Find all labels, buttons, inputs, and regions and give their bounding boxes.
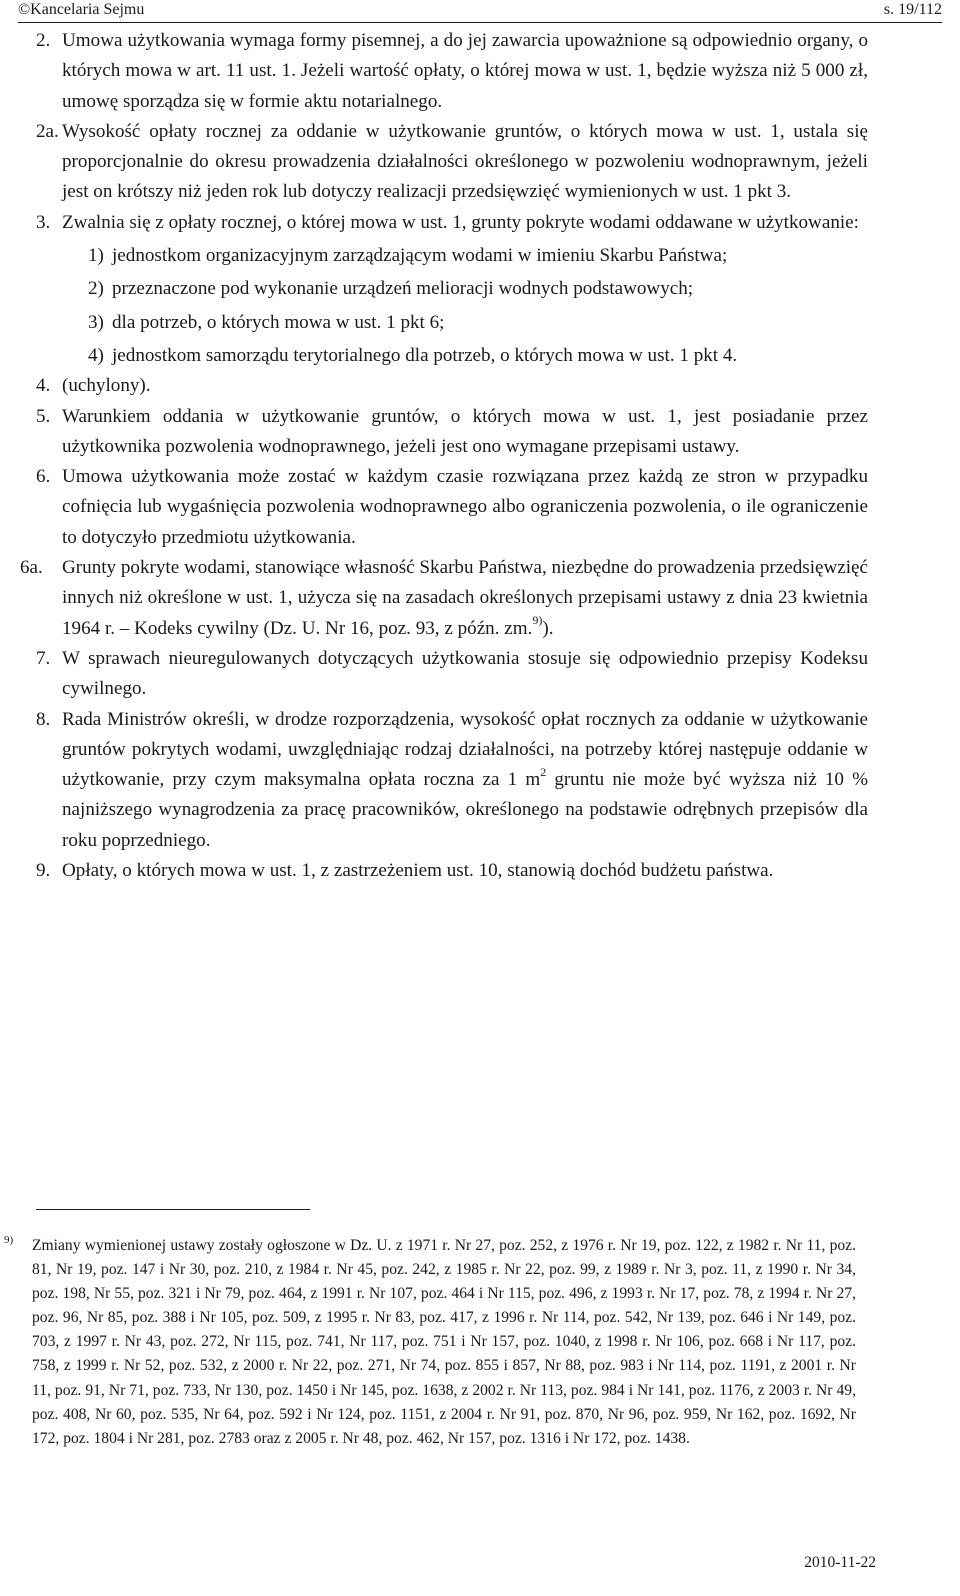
footnote-marker: 9) bbox=[4, 1234, 14, 1246]
item-number: 2) bbox=[88, 278, 104, 300]
paragraph-number: 6. bbox=[36, 466, 51, 488]
paragraph-number: 3. bbox=[36, 211, 51, 233]
paragraph-number: 5. bbox=[36, 405, 51, 427]
paragraph-4 bbox=[36, 371, 868, 401]
footer-date: 2010-11-22 bbox=[804, 1554, 876, 1571]
footnote bbox=[4, 1234, 856, 1451]
paragraph-text: Umowa użytkowania może zostać w każdym czasie rozwiązana przez każdą ze stron w przypadku cofnięcia lub wygaśnięcia pozwolenia wodnoprawnego albo ograniczenia pozwolenia, o ile ograniczenie to dotyczyło przedmiotu użytkowania. bbox=[62, 466, 868, 548]
paragraph-number: 2. bbox=[36, 30, 51, 51]
item-number: 4) bbox=[88, 344, 104, 366]
item-text: przeznaczone pod wykonanie urządzeń melioracji wodnych podstawowych; bbox=[112, 278, 694, 300]
paragraph-number: 2a. bbox=[36, 120, 59, 142]
item-number: 3) bbox=[88, 311, 104, 333]
item-text: dla potrzeb, o których mowa w ust. 1 pkt 6; bbox=[112, 311, 445, 333]
footnote-text: Zmiany wymienionej ustawy zostały ogłoszone w Dz. U. z 1971 r. Nr 27, poz. 252, z 1976 r. Nr 19, poz. 122, z 1982 r. Nr 11, poz. 81, Nr 19, poz. 147 i Nr 30, poz. 210, z 1984 r. Nr 45, poz. 242, z 1985 r. Nr 22, poz. 99, z 1989 r. Nr 3, poz. 11, z 1990 r. Nr 34, poz. 198, Nr 55, poz. 321 i Nr 79, poz. 464, z 1991 r. Nr 107, poz. 464 i Nr 115, poz. 496, z 1993 r. Nr 17, poz. 78, z 1994 r. Nr 27, poz. 96, Nr 85, poz. 388 i Nr 105, poz. 509, z 1995 r. Nr 83, poz. 417, z 1996 r. Nr 114, poz. 542, Nr 139, poz. 646 i Nr 149, poz. 703, z 1997 r. Nr 43, poz. 272, Nr 115, poz. 741, Nr 117, poz. 751 i Nr 157, poz. 1040, z 1998 r. Nr 106, poz. 668 i Nr 117, poz. 758, z 1999 r. Nr 52, poz. 532, z 2000 r. Nr 22, poz. 271, Nr 74, poz. 855 i 857, Nr 88, poz. 983 i Nr 114, poz. 1191, z 2001 r. Nr 11, poz. 91, Nr 71, poz. 733, Nr 130, poz. 1450 i Nr 145, poz. 1638, z 2002 r. Nr 113, poz. 984 i Nr 141, poz. 1176, z 2003 r. Nr 49, poz. 408, Nr 60, poz. 535, Nr 64, poz. 592 i Nr 124, poz. 1151, z 2004 r. Nr 91, poz. 870, Nr 96, poz. 959, Nr 162, poz. 1692, Nr 172, poz. 1804 i Nr 281, poz. 2783 oraz z 2005 r. Nr 48, poz. 462, Nr 157, poz. 1316 i Nr 172, poz. 1438. bbox=[32, 1237, 856, 1447]
page-header bbox=[18, 0, 942, 23]
footnote-separator bbox=[36, 1209, 310, 1210]
paragraph-number: 7. bbox=[36, 647, 51, 669]
paragraph-text: (uchylony). bbox=[62, 375, 151, 397]
item-text: jednostkom organizacyjnym zarządzającym wodami w imieniu Skarbu Państwa; bbox=[112, 245, 728, 267]
page-number: s. 19/112 bbox=[883, 1, 942, 18]
document-body bbox=[20, 26, 868, 886]
paragraph-number: 4. bbox=[36, 375, 51, 397]
paragraph-text-end: ). bbox=[542, 617, 554, 639]
paragraph-6a bbox=[20, 553, 868, 644]
paragraph-text: Wysokość opłaty rocznej za oddanie w użytkowanie gruntów, o których mowa w ust. 1, ustala się proporcjonalnie do okresu prowadzenia działalności określonego w pozwoleniu wodnoprawnym, jeżeli jest on krótszy niż jeden rok lub dotyczy realizacji przedsięwzięć wymienionych w ust. 1 pkt 3. bbox=[62, 120, 868, 203]
paragraph-3 bbox=[36, 208, 868, 238]
paragraph-number: 9. bbox=[36, 860, 51, 882]
item-number: 1) bbox=[88, 245, 104, 267]
list-item bbox=[88, 341, 868, 371]
paragraph-7 bbox=[36, 644, 868, 705]
paragraph-text: Umowa użytkowania wymaga formy pisemnej, a do jej zawarcia upoważnione są odpowiednio organy, o których mowa w art. 11 ust. 1. Jeżeli wartość opłaty, o której mowa w ust. 1, będzie wyższa niż 5 000 zł, umowę sporządza się w formie aktu notarialnego. bbox=[62, 30, 868, 112]
paragraph-text: W sprawach nieuregulowanych dotyczących użytkowania stosuje się odpowiednio przepisy Kodeksu cywilnego. bbox=[62, 647, 868, 700]
list-item bbox=[88, 308, 868, 338]
item-text: jednostkom samorządu terytorialnego dla potrzeb, o których mowa w ust. 1 pkt 4. bbox=[112, 344, 738, 366]
paragraph-5 bbox=[36, 402, 868, 463]
exemption-list bbox=[36, 241, 868, 371]
paragraph-6 bbox=[36, 462, 868, 553]
paragraph-text: Grunty pokryte wodami, stanowiące własność Skarbu Państwa, niezbędne do prowadzenia przedsięwzięć innych niż określone w ust. 1, użycza się na zasadach określonych przepisami ustawy z dnia 23 kwietnia 1964 r. – Kodeks cywilny (Dz. U. Nr 16, poz. 93, z późn. zm. bbox=[62, 557, 868, 639]
footnote-reference[interactable]: 9) bbox=[532, 613, 543, 628]
paragraph-text: Rada Ministrów określi, w drodze rozporządzenia, wysokość opłat rocznych za oddanie w użytkowanie gruntów pokrytych wodami, uwzględniając rodzaj działalności, na potrzeby której następuje oddanie w użytkowanie, przy czym maksymalna opłata roczna za 1 m bbox=[62, 708, 868, 791]
list-item bbox=[88, 241, 868, 271]
paragraph-text: Opłaty, o których mowa w ust. 1, z zastrzeżeniem ust. 10, stanowią dochód budżetu państwa. bbox=[62, 860, 774, 882]
paragraph-text: Warunkiem oddania w użytkowanie gruntów, o których mowa w ust. 1, jest posiadanie przez użytkownika pozwolenia wodnoprawnego, jeżeli jest ono wymagane przepisami ustawy. bbox=[62, 405, 868, 457]
header-source: ©Kancelaria Sejmu bbox=[18, 1, 145, 18]
paragraph-2 bbox=[36, 26, 868, 117]
paragraph-text: Zwalnia się z opłaty rocznej, o której mowa w ust. 1, grunty pokryte wodami oddawane w użytkowanie: bbox=[62, 211, 859, 233]
list-item bbox=[88, 274, 868, 304]
paragraph-8 bbox=[36, 705, 868, 856]
paragraph-text-end: gruntu nie może być wyższa niż 10 % najniższego wynagrodzenia za pracę pracowników, określonego na podstawie odrębnych przepisów dla roku poprzedniego. bbox=[62, 769, 868, 851]
paragraph-9 bbox=[36, 856, 868, 886]
paragraph-number: 8. bbox=[36, 708, 51, 730]
paragraph-number: 6a. bbox=[20, 557, 43, 579]
paragraph-2a bbox=[36, 117, 868, 208]
superscript-exponent: 2 bbox=[540, 764, 547, 779]
